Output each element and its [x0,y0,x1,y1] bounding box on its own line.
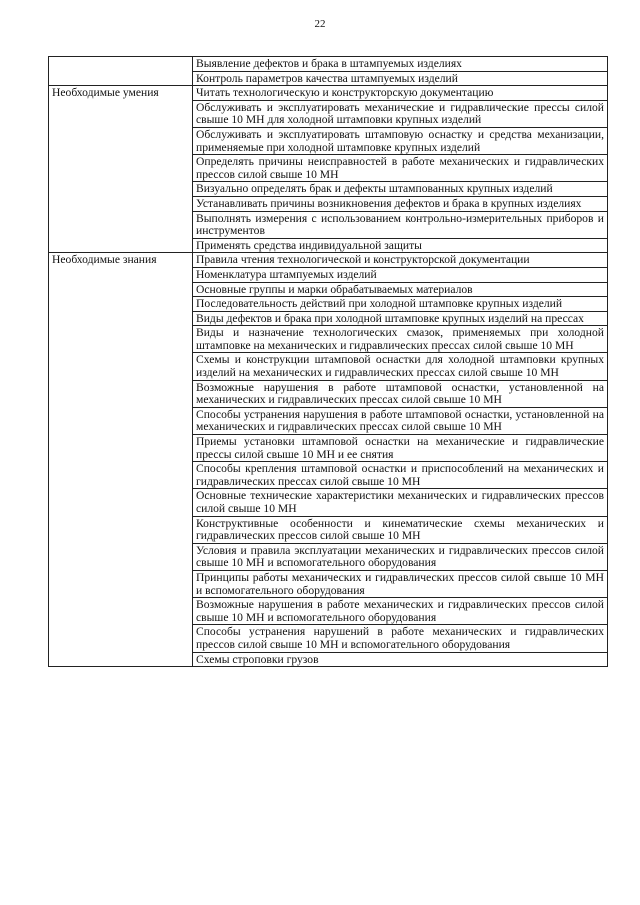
section-item: Обслуживать и эксплуатировать механические и гидравлические прессы силой свыше 10 МН для холодной штамповки крупных изделий [193,100,608,127]
section-item: Способы крепления штамповой оснастки и приспособлений на механических и гидравлических прессах силой свыше 10 МН [193,462,608,489]
requirements-table [48,56,608,667]
section-item: Последовательность действий при холодной штамповке крупных изделий [193,297,608,312]
section-item: Способы устранения нарушения в работе штамповой оснастки, установленной на механических и гидравлических прессах силой свыше 10 МН [193,407,608,434]
section-item: Применять средства индивидуальной защиты [193,238,608,253]
section-item: Способы устранения нарушений в работе механических и гидравлических прессов силой свыше 10 МН и вспомогательного оборудования [193,625,608,652]
section-item: Обслуживать и эксплуатировать штамповую оснастку и средства механизации, применяемые при холодной штамповке крупных изделий [193,127,608,154]
section-label: Необходимые знания [49,253,193,667]
section-item: Контроль параметров качества штампуемых изделий [193,71,608,86]
requirements-table-body [49,57,608,667]
section-item: Схемы строповки грузов [193,652,608,667]
section-item: Основные группы и марки обрабатываемых материалов [193,282,608,297]
section-item: Определять причины неисправностей в работе механических и гидравлических прессов силой свыше 10 МН [193,155,608,182]
section-item: Принципы работы механических и гидравлических прессов силой свыше 10 МН и вспомогательного оборудования [193,570,608,597]
section-label: Необходимые умения [49,86,193,253]
section-item: Виды дефектов и брака при холодной штамповке крупных изделий на прессах [193,311,608,326]
section-item: Приемы установки штамповой оснастки на механические и гидравлические прессы силой свыше 10 МН и ее снятия [193,435,608,462]
section-item: Виды и назначение технологических смазок, применяемых при холодной штамповке на механических и гидравлических прессах силой свыше 10 МН [193,326,608,353]
section-item: Конструктивные особенности и кинематические схемы механических и гидравлических прессов силой свыше 10 МН [193,516,608,543]
section-item: Схемы и конструкции штамповой оснастки для холодной штамповки крупных изделий на механических и гидравлических прессах силой свыше 10 МН [193,353,608,380]
section-item: Визуально определять брак и дефекты штампованных крупных изделий [193,182,608,197]
section-item: Возможные нарушения в работе штамповой оснастки, установленной на механических и гидравлических прессах силой свыше 10 МН [193,380,608,407]
table-row [49,253,608,268]
section-item: Возможные нарушения в работе механических и гидравлических прессов силой свыше 10 МН и вспомогательного оборудования [193,598,608,625]
section-item: Выполнять измерения с использованием контрольно-измерительных приборов и инструментов [193,211,608,238]
section-item: Номенклатура штампуемых изделий [193,267,608,282]
section-item: Условия и правила эксплуатации механических и гидравлических прессов силой свыше 10 МН и вспомогательного оборудования [193,543,608,570]
section-item: Выявление дефектов и брака в штампуемых изделиях [193,57,608,72]
section-label [49,57,193,86]
section-item: Основные технические характеристики механических и гидравлических прессов силой свыше 10 МН [193,489,608,516]
table-row [49,86,608,101]
section-item: Правила чтения технологической и конструкторской документации [193,253,608,268]
section-item: Устанавливать причины возникновения дефектов и брака в крупных изделиях [193,196,608,211]
section-item: Читать технологическую и конструкторскую документацию [193,86,608,101]
page-number: 22 [314,18,326,30]
table-row [49,57,608,72]
